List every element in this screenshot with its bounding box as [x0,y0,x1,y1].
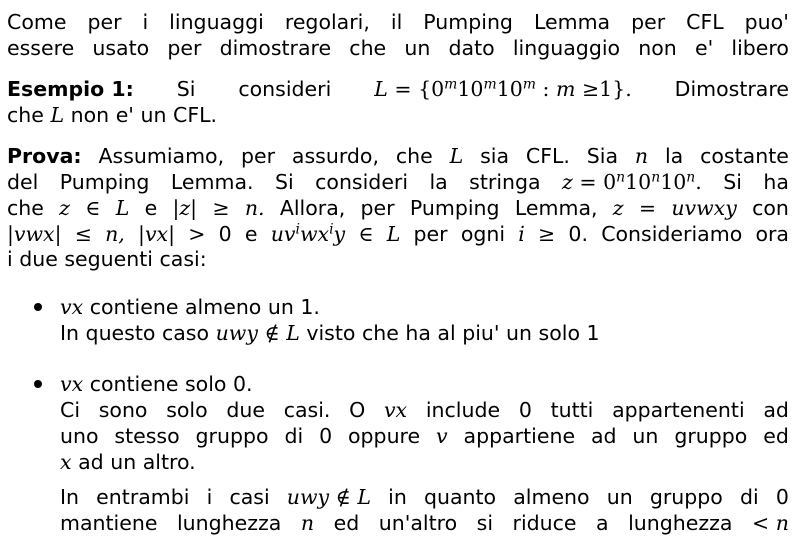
word: in [388,485,407,509]
math-notin: ∉ [264,321,280,345]
proof-line-4 [7,221,789,247]
word: per [631,10,666,34]
string-definition [562,169,702,195]
word: ad [590,424,617,448]
math-notin: ∉ [335,485,351,509]
word: e [244,222,258,246]
math-n: n [300,511,315,535]
word: CFL. [173,103,218,127]
word: ad [763,398,789,422]
math-z: z [612,196,624,220]
word: dato [448,36,495,60]
math-eq: = [579,170,597,194]
math-uwy: uwy [215,321,258,345]
word: per [240,144,276,168]
sup: n [616,169,626,186]
word: e' [694,36,714,60]
math-z: z [562,170,573,194]
word: dimostrare [219,36,332,60]
math-uwy: uwy [286,485,330,509]
word: solo [166,398,208,422]
word: un [140,103,167,127]
proof-line-1 [7,143,789,169]
word: e [144,196,158,220]
word: si [476,511,494,535]
word: ogni [460,222,506,246]
word: quanto [423,485,497,509]
math-notin-expr [287,484,371,510]
math-lt: < [752,511,770,535]
sup: i [295,221,300,238]
case-2-line-3 [60,449,789,475]
math-m: m [555,77,576,101]
math-n: n. [244,196,265,220]
word: di [739,485,759,509]
word: il [390,10,403,34]
word: Allora, [279,196,346,220]
word: Ci [60,398,81,422]
case-1-body [60,320,789,346]
word: gruppo [674,424,748,448]
word: gruppo [195,424,269,448]
word: Assumiamo, [98,144,225,168]
word: stringa [469,170,541,194]
sup: m [444,76,458,93]
math-abs-vwx: |vwx| [7,222,62,246]
math-i: i [518,222,525,246]
math-L: L [374,77,388,101]
word: un [404,36,431,60]
word: appartiene [463,424,576,448]
math-zero: 0 [218,222,232,246]
word: linguaggio [512,36,621,60]
proof-line-2 [7,169,789,195]
word: Pumping [423,10,513,34]
math-abs-vx: |vx| [138,222,176,246]
word: almeno [513,485,590,509]
word: che [395,144,433,168]
math-pumped-string [271,221,345,247]
proof-label: Prova: [7,144,82,168]
word: per [413,222,448,246]
sup: n [651,169,661,186]
word: usato [92,36,150,60]
proof-line-5 [7,246,789,272]
word: ha [763,170,789,194]
word: un'altro [378,511,458,535]
math-n: n [775,511,789,535]
case-2-head-text: contiene solo 0. [89,372,253,396]
pumped-part: uv [270,222,296,246]
math-vx: vx [60,372,84,396]
word: e' [115,103,134,127]
word: ed [763,424,789,448]
math-geq: ≥ [212,196,230,220]
word: consideri [315,170,409,194]
word: mantiene [60,511,158,535]
word: puo' [744,10,789,34]
intro-line-2 [7,35,789,61]
math-in: ∈ [358,222,374,246]
word: Lemma. [170,170,254,194]
word: gruppo [649,485,723,509]
math-L: L [286,321,300,345]
word: riduce [512,511,577,535]
word: assurdo, [291,144,379,168]
word: ed [333,511,360,535]
bullet-icon [34,303,42,311]
word: O [349,398,366,422]
math-v: v [436,424,448,448]
word: consideri [238,77,332,101]
text: In questo caso [60,321,210,345]
math-z: z [59,196,70,220]
word: Lemma [533,10,611,34]
math-geq: ≥ [538,222,556,246]
intro-line-1 [7,9,789,35]
math-gt: > [188,222,206,246]
word: per [360,196,395,220]
example-label: Esempio 1: [7,77,134,101]
math-geq: ≥ [581,77,600,101]
math-eq: = [638,196,657,220]
word: lunghezza [176,511,282,535]
word: i [142,10,149,34]
word: CFL. [525,144,570,168]
text: visto che ha al piu' un solo 1 [306,321,600,345]
proof-line-5-text: i due seguenti casi: [7,247,207,271]
word: con [752,196,789,220]
math-x: x [60,450,72,474]
math-string [603,170,702,194]
word: Pumping [59,170,150,194]
word: Dimostrare [674,77,789,101]
word: del [7,170,39,194]
word: che [7,196,44,220]
word: casi [229,485,270,509]
word: un [632,424,659,448]
set-open: {0 [418,77,445,101]
word: costante [700,144,789,168]
word: Come [7,10,67,34]
bullet-icon [34,380,42,388]
case-2-line-4 [60,484,789,510]
math-in: ∈ [85,196,101,220]
word: Consideriamo [601,222,743,246]
word: In [60,485,80,509]
word: libero [731,36,789,60]
word: regolari, [284,10,370,34]
set-mid: 10 [496,77,523,101]
word: di [284,424,304,448]
word: Si [176,77,196,101]
word: i [206,485,213,509]
word: casi. [283,398,331,422]
word: 0 [518,398,532,422]
word: tutti [550,398,594,422]
word: entrambi [96,485,190,509]
example-line-1 [7,76,789,102]
math-vx: vx [60,295,84,319]
math-set [418,77,536,101]
math-L: L [115,196,130,220]
math-lt-expr [752,510,789,536]
word: Si [723,170,742,194]
sup: m [483,76,497,93]
math-leq: ≤ [74,222,92,246]
word: CFL [686,10,724,34]
math-L: L [449,144,464,168]
word: Sia [586,144,619,168]
word: a [596,511,609,535]
word: un [606,485,633,509]
string-part: 10 [625,170,652,194]
word: essere [7,36,75,60]
word: oppure [348,424,421,448]
word: la [664,144,684,168]
word: 0 [775,485,789,509]
sup: m [522,76,536,93]
math-vx: vx [383,398,408,422]
word: ora [755,222,789,246]
string-dot: . [695,170,702,194]
math-n: n [634,144,649,168]
word: per [87,10,122,34]
word: per [167,36,202,60]
math-L: L [50,103,65,127]
word: Lemma, [514,196,598,220]
word: che [349,36,387,60]
word: uno [60,424,99,448]
sup: n [686,169,696,186]
word: non [638,36,677,60]
math-L: L [386,222,401,246]
pumped-part: wx [299,222,330,246]
word: Si [274,170,294,194]
math-L: L [357,485,371,509]
word: sia [480,144,510,168]
math-uvwxy: uvwxy [671,196,737,220]
case-2-line-1 [60,397,789,423]
set-close: 1}. [599,77,632,101]
math-colon: : [542,77,550,101]
word: appartenenti [612,398,745,422]
word: stesso [114,424,180,448]
word: lunghezza [628,511,733,535]
case-2-head [60,371,789,397]
word: che [7,103,44,127]
sup: i [329,221,334,238]
case-2-line-5 [60,510,789,536]
set-mid: 10 [457,77,484,101]
word: non [70,103,110,127]
math-zero: 0. [568,222,588,246]
text: ad un altro. [78,450,196,474]
math-eq: = [394,77,412,101]
proof-line-3 [7,195,789,221]
case-1-head-text: contiene almeno un 1. [89,295,320,319]
word: Pumping [409,196,500,220]
word: due [226,398,265,422]
case-1-head [60,294,789,320]
word: la [429,170,448,194]
word: linguaggi [169,10,264,34]
case-2-line-2 [60,423,789,449]
word: include [425,398,501,422]
math-abs-z: |z| [172,196,198,220]
language-definition [374,76,632,102]
math-n: n, [105,222,125,246]
string-part: 0 [603,170,617,194]
word: 0 [319,424,333,448]
string-part: 10 [660,170,687,194]
example-line-2 [7,102,789,128]
word: sono [98,398,148,422]
pumped-part: y [333,222,346,246]
